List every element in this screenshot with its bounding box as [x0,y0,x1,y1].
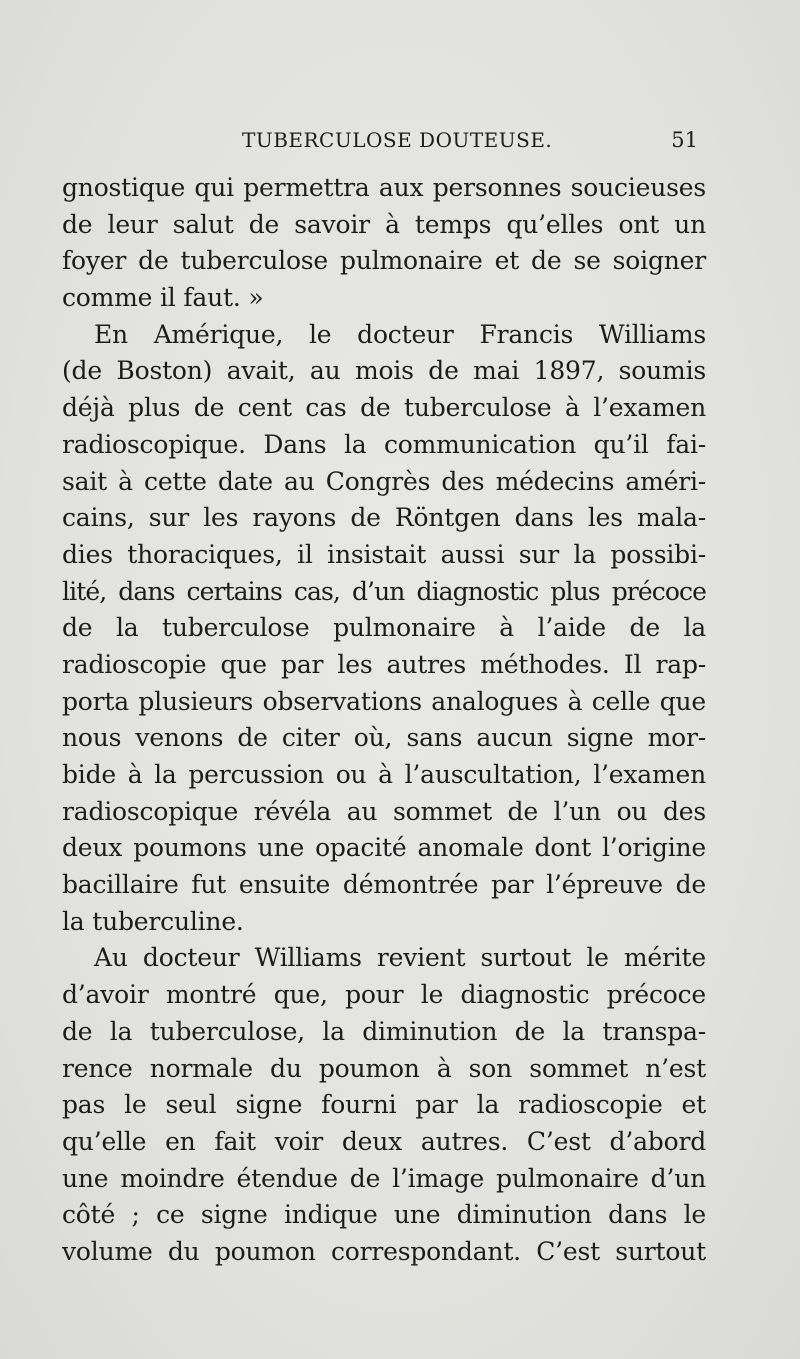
text-line: volume du poumon correspondant. C’est surtout [62,1236,706,1266]
text-line: dies thoraciques, il insistait aussi sur la possibi- [62,539,706,569]
page-number: 51 [671,128,698,152]
body-text [62,170,706,1271]
text-line: la tuberculine. [62,906,244,936]
text-line: radioscopie que par les autres méthodes. Il rap- [62,649,706,679]
text-line: foyer de tuberculose pulmonaire et de se soigner [62,246,706,276]
text-line: côté ; ce signe indique une diminution dans le [62,1200,706,1230]
text-line: radioscopique. Dans la communication qu’il fai- [62,429,706,459]
text-line: gnostique qui permettra aux personnes soucieuses [62,173,706,202]
text-line: d’avoir montré que, pour le diagnostic précoce [62,980,706,1010]
running-head: TUBERCULOSE DOUTEUSE. [242,128,553,152]
text-line: sait à cette date au Congrès des médecins améri- [62,466,706,496]
page-header [60,128,710,158]
text-line: pas le seul signe fourni par la radioscopie et [62,1090,706,1120]
text-line: comme il faut. » [62,283,264,313]
text-line: de la tuberculose pulmonaire à l’aide de la [62,613,706,643]
text-line: bide à la percussion ou à l’auscultation, l’examen [62,760,706,789]
text-line: déjà plus de cent cas de tuberculose à l’examen [62,393,706,423]
text-line: bacillaire fut ensuite démontrée par l’épreuve de [62,870,706,900]
text-line: Au docteur Williams revient surtout le mérite [94,943,706,973]
text-line: radioscopique révéla au sommet de l’un ou des [62,796,706,826]
text-line: qu’elle en fait voir deux autres. C’est d’abord [62,1126,706,1156]
text-line: de leur salut de savoir à temps qu’elles ont un [62,209,706,239]
text-line: porta plusieurs observations analogues à celle que [62,686,706,716]
text-line: une moindre étendue de l’image pulmonaire d’un [62,1163,706,1193]
text-line: de la tuberculose, la diminution de la transpa- [62,1016,706,1046]
text-line: deux poumons une opacité anomale dont l’origine [62,833,706,863]
text-line: lité, dans certains cas, d’un diagnostic plus précoce [62,576,706,606]
text-line: En Amérique, le docteur Francis Williams [94,319,706,349]
text-line: nous venons de citer où, sans aucun signe mor- [62,723,706,753]
text-line: cains, sur les rayons de Röntgen dans les mala- [62,503,706,533]
text-line: (de Boston) avait, au mois de mai 1897, soumis [62,356,706,386]
text-line: rence normale du poumon à son sommet n’est [62,1053,706,1083]
